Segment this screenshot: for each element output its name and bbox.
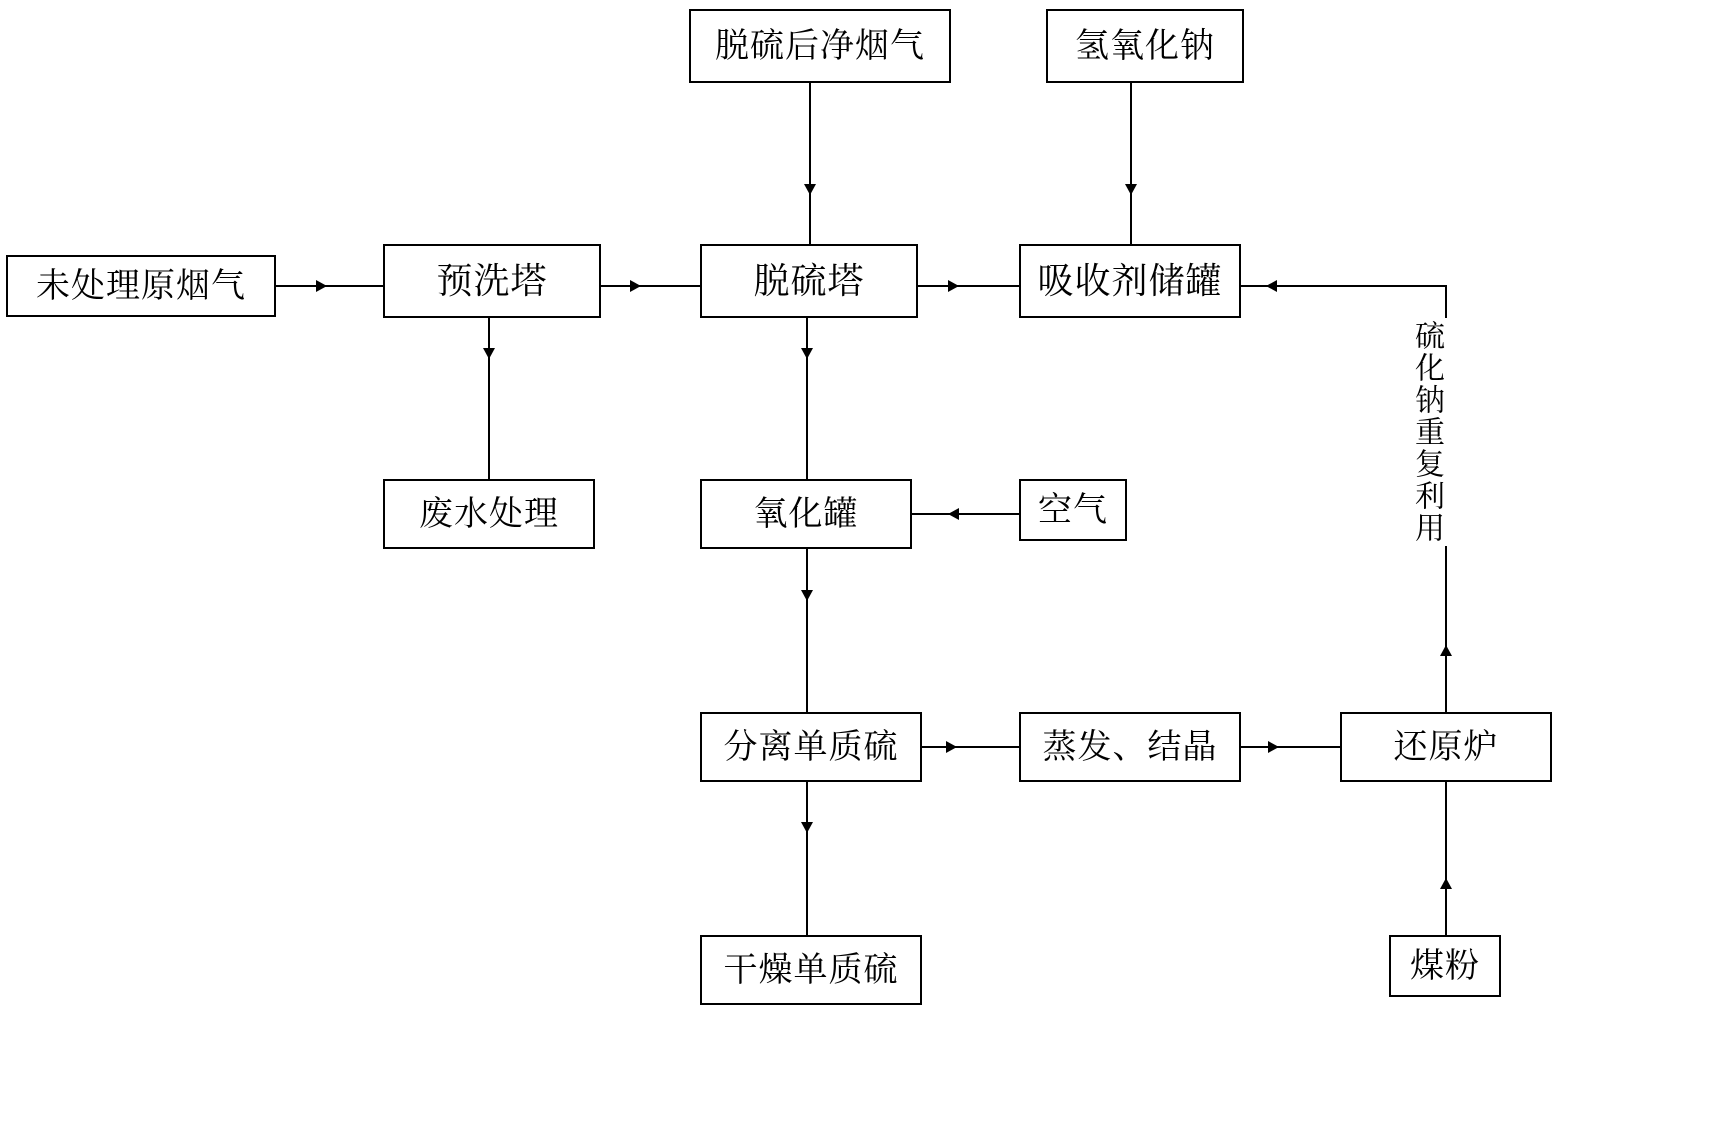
arrowhead-prewash-wastewater <box>483 348 495 359</box>
arrowhead-oxidizer-separate <box>801 590 813 601</box>
node-wastewater-treatment[interactable] <box>383 479 595 549</box>
node-absorbent-tank[interactable] <box>1019 244 1241 318</box>
edge-prewash-wastewater <box>488 318 490 479</box>
node-clean-flue-gas-label: 脱硫后净烟气 <box>715 27 925 65</box>
node-raw-gas[interactable] <box>6 255 276 317</box>
arrowhead-prewash-desulf <box>630 280 641 292</box>
node-desulfurization-tower-label: 脱硫塔 <box>753 260 865 301</box>
node-evaporation-crystallization[interactable] <box>1019 712 1241 782</box>
node-clean-flue-gas[interactable] <box>689 9 951 83</box>
edge-air-oxidizer <box>912 513 1019 515</box>
node-sodium-hydroxide[interactable] <box>1046 9 1244 83</box>
node-evaporation-crystallization-label: 蒸发、结晶 <box>1042 728 1218 766</box>
node-wastewater-treatment-label: 废水处理 <box>419 495 559 533</box>
edge-oxidizer-separate <box>806 549 808 712</box>
edge-prewash-desulf <box>601 285 700 287</box>
arrowhead-desulf-absorbent <box>948 280 959 292</box>
node-reduction-furnace[interactable] <box>1340 712 1552 782</box>
edge-desulf-absorbent <box>918 285 1019 287</box>
node-prewash-tower[interactable] <box>383 244 601 318</box>
node-sodium-hydroxide-label: 氢氧化钠 <box>1075 27 1215 65</box>
arrowhead-separate-evap <box>946 741 957 753</box>
node-reduction-furnace-label: 还原炉 <box>1393 728 1499 766</box>
arrowhead-separate-dry <box>801 822 813 833</box>
node-oxidation-tank-label: 氧化罐 <box>753 495 859 533</box>
node-raw-gas-label: 未处理原烟气 <box>36 267 246 305</box>
arrowhead-cleangas-desulf <box>804 184 816 195</box>
edge-rawgas-prewash <box>276 285 383 287</box>
arrowhead-naoh-absorbent <box>1125 184 1137 195</box>
edge-naoh-absorbent <box>1130 83 1132 244</box>
arrowhead-rawgas-prewash <box>316 280 327 292</box>
arrowhead-evap-reduce <box>1268 741 1279 753</box>
node-dry-elemental-sulfur[interactable] <box>700 935 922 1005</box>
node-coal-powder[interactable] <box>1389 935 1501 997</box>
node-separate-elemental-sulfur-label: 分离单质硫 <box>723 728 899 766</box>
node-prewash-tower-label: 预洗塔 <box>436 260 548 301</box>
node-dry-elemental-sulfur-label: 干燥单质硫 <box>723 951 899 989</box>
node-air[interactable] <box>1019 479 1127 541</box>
arrowhead-desulf-oxidizer <box>801 348 813 359</box>
arrowhead-coal-reduce <box>1440 878 1452 889</box>
arrowhead-air-oxidizer <box>948 508 959 520</box>
edge-desulf-oxidizer <box>806 318 808 479</box>
edge-separate-evap <box>922 746 1019 748</box>
edge-cleangas-desulf <box>809 83 811 244</box>
arrowhead-reduce-absorbent-up <box>1440 645 1452 656</box>
edge-label-recycle: 硫化钠重复利用 <box>1404 318 1448 546</box>
node-separate-elemental-sulfur[interactable] <box>700 712 922 782</box>
node-oxidation-tank[interactable] <box>700 479 912 549</box>
arrowhead-reduce-absorbent-left <box>1266 280 1277 292</box>
node-absorbent-tank-label: 吸收剂储罐 <box>1037 260 1223 301</box>
edge-evap-reduce <box>1241 746 1340 748</box>
node-desulfurization-tower[interactable] <box>700 244 918 318</box>
edge-coal-reduce <box>1445 782 1447 935</box>
edge-separate-dry <box>806 782 808 935</box>
node-coal-powder-label: 煤粉 <box>1410 947 1480 985</box>
node-air-label: 空气 <box>1038 491 1108 529</box>
